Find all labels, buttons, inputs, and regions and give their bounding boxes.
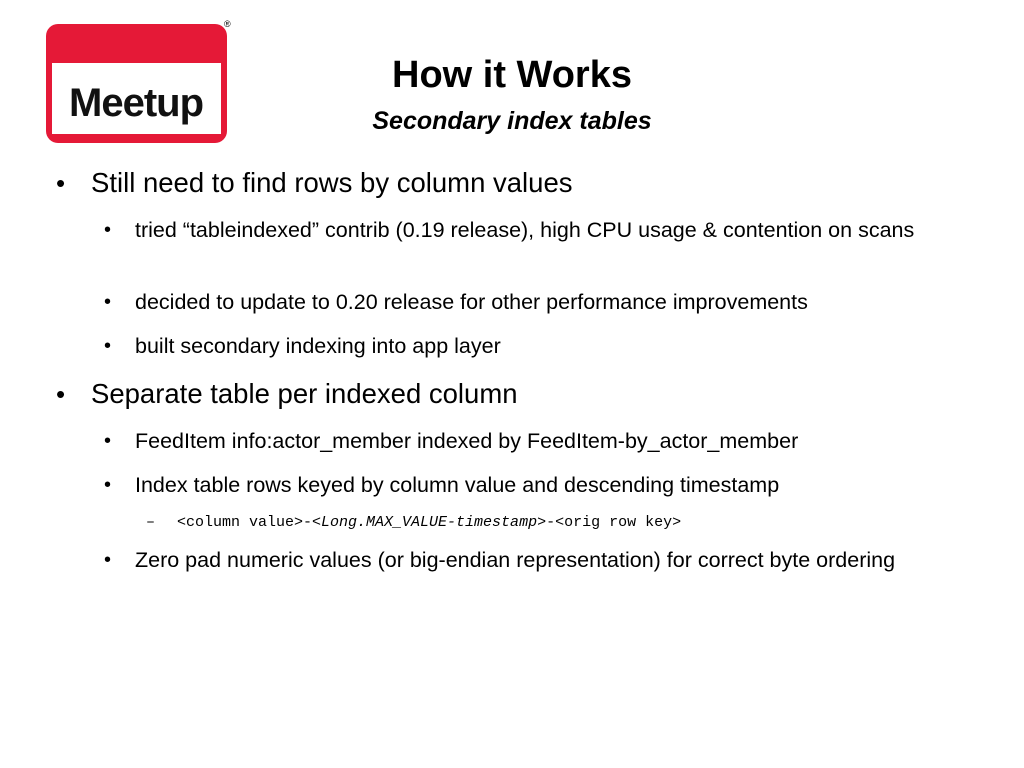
bullet-text: Index table rows keyed by column value and descending timestamp [135,473,780,497]
bullet-feeditem-index [104,427,974,456]
bullet-separate-table [56,377,976,411]
key-format-prefix: <column value>-< [177,514,322,531]
logo-wordmark: Meetup [69,81,203,125]
bullet-text: Still need to find rows by column values [91,167,573,198]
bullet-text: decided to update to 0.20 release for other performance improvements [135,290,808,314]
bullet-text: built secondary indexing into app layer [135,334,501,358]
bullet-app-layer [104,332,974,361]
bullet-text: Zero pad numeric values (or big-endian representation) for correct byte ordering [135,548,896,572]
bullet-key-format [146,513,966,533]
bullet-marker: • [56,379,66,409]
bullet-marker: • [104,335,112,357]
meetup-logo [46,24,227,143]
slide-subtitle: Secondary index tables [372,107,652,135]
bullet-find-rows [56,166,976,200]
bullet-update-release [104,288,974,317]
bullet-marker: • [104,474,112,496]
bullet-marker: • [104,291,112,313]
bullet-marker: • [104,219,112,241]
slide-title: How it Works [392,54,632,96]
bullet-text: tried “tableindexed” contrib (0.19 release), high CPU usage & contention on scans [135,218,915,242]
key-format-suffix: >-<orig row key> [537,514,682,531]
bullet-marker: • [104,549,112,571]
bullet-index-rows [104,471,974,500]
bullet-zero-pad [104,546,974,575]
key-format-code [177,513,681,533]
bullet-marker: • [56,168,66,198]
bullet-marker: – [146,514,156,531]
bullet-tableindexed [104,216,974,245]
bullet-text: Separate table per indexed column [91,378,518,409]
bullet-text: FeedItem info:actor_member indexed by FeedItem-by_actor_member [135,429,799,453]
bullet-marker: • [104,430,112,452]
key-format-timestamp: Long.MAX_VALUE-timestamp [321,514,538,531]
registered-mark: ® [224,19,231,29]
